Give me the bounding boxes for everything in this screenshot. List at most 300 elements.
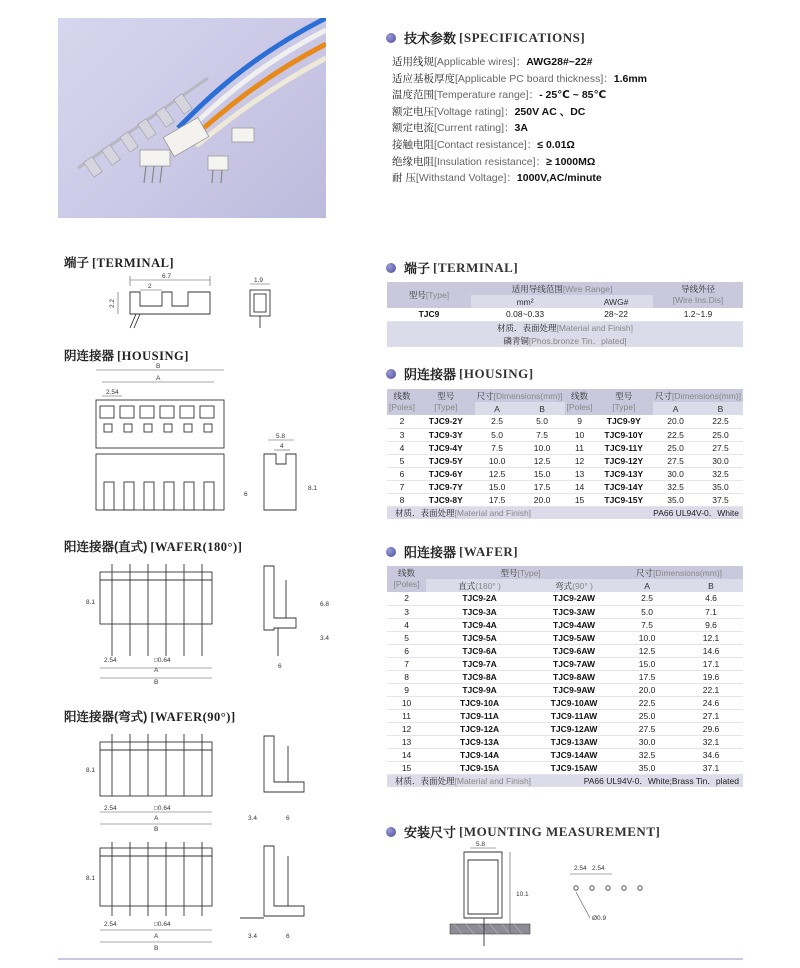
product-photo xyxy=(58,18,326,218)
cell-b2: 22.5 xyxy=(698,415,743,428)
spec-label-en: [Contact resistance]： xyxy=(434,138,538,151)
cell-r: TJC9-3AW xyxy=(533,605,615,618)
header-en: [Poles] xyxy=(389,402,415,412)
cell-s: TJC9-3A xyxy=(426,605,533,618)
col-header-dim xyxy=(475,389,565,402)
header-cn: 线数 xyxy=(398,568,416,578)
col-header-type xyxy=(387,282,471,308)
header-en: [Dimensions(mm)] xyxy=(672,390,741,401)
table-row xyxy=(387,428,743,441)
cell-t1: TJC9-4Y xyxy=(417,441,475,454)
material-label-cn: 材质．表面处理 xyxy=(395,507,455,518)
spec-heading xyxy=(386,28,585,47)
terminal-title-en: [TERMINAL] xyxy=(433,259,519,275)
col-header-poles xyxy=(387,566,426,592)
cell-b: 29.6 xyxy=(679,722,743,735)
cell-b: 4.6 xyxy=(679,592,743,605)
cell-a: 30.0 xyxy=(615,735,679,748)
col-header-b: B xyxy=(679,579,743,592)
material-label-en: [Material and Finish] xyxy=(556,322,634,333)
header-cn: 线数 xyxy=(393,391,411,401)
cell-p2: 13 xyxy=(565,467,595,480)
cell-s: TJC9-13A xyxy=(426,735,533,748)
header-cn: 型号 xyxy=(408,290,426,300)
cell-r: TJC9-10AW xyxy=(533,696,615,709)
header-en: [Type] xyxy=(612,402,636,412)
cell-p: 12 xyxy=(387,722,426,735)
cell-p: 9 xyxy=(387,683,426,696)
header-en: [Poles] xyxy=(393,579,420,589)
table-row xyxy=(387,735,743,748)
dim-label: 10.1 xyxy=(516,891,529,898)
cell-p1: 3 xyxy=(387,428,417,441)
material-label-en: [Material and Finish] xyxy=(454,507,532,518)
cell-a1: 2.5 xyxy=(475,415,520,428)
cell-r: TJC9-9AW xyxy=(533,683,615,696)
cell-a: 5.0 xyxy=(615,605,679,618)
dim-label: 6.7 xyxy=(162,273,172,280)
material-value-cn: 磷青铜 xyxy=(503,335,529,346)
col-header-b: B xyxy=(520,402,565,415)
header-cn: 型号 xyxy=(500,567,518,578)
cell-t1: TJC9-5Y xyxy=(417,454,475,467)
cell-t1: TJC9-6Y xyxy=(417,467,475,480)
cell-a: 32.5 xyxy=(615,748,679,761)
spec-value: 3A xyxy=(514,122,528,135)
col-header-type xyxy=(417,389,475,415)
cell-awg: 28~22 xyxy=(579,308,653,321)
cell-b: 17.1 xyxy=(679,657,743,670)
dim-label: 6.8 xyxy=(320,601,330,608)
cell-r: TJC9-12AW xyxy=(533,722,615,735)
cell-p2: 14 xyxy=(565,480,595,493)
table-row xyxy=(387,618,743,631)
cell-r: TJC9-14AW xyxy=(533,748,615,761)
wafer-title-cn: 阳连接器 xyxy=(404,545,457,560)
cell-a: 20.0 xyxy=(615,683,679,696)
cell-a2: 27.5 xyxy=(653,454,698,467)
header-en: [Poles] xyxy=(566,402,593,412)
table-row xyxy=(387,493,743,506)
cell-p1: 2 xyxy=(387,415,417,428)
cell-a: 10.0 xyxy=(615,631,679,644)
cell-t2: TJC9-10Y xyxy=(595,428,653,441)
cell-s: TJC9-5A xyxy=(426,631,533,644)
cell-p: 7 xyxy=(387,657,426,670)
header-en: [Type] xyxy=(517,567,541,578)
cell-b: 9.6 xyxy=(679,618,743,631)
dim-label: 3.4 xyxy=(320,635,330,642)
cell-p: 10 xyxy=(387,696,426,709)
wafer-title-en: [WAFER] xyxy=(459,543,519,559)
cell-b1: 17.5 xyxy=(520,480,565,493)
cell-a1: 10.0 xyxy=(475,454,520,467)
spec-row xyxy=(392,87,782,104)
header-cn: 型号 xyxy=(615,391,633,401)
dim-label: □0.64 xyxy=(154,657,171,664)
bullet-icon xyxy=(386,33,396,43)
wafer90-drawing-b xyxy=(64,840,344,952)
material-value-en: [Phos.bronze Tin．plated] xyxy=(528,335,627,346)
spec-label-cn: 接触电阻 xyxy=(392,138,434,151)
table-row xyxy=(387,696,743,709)
cell-b1: 12.5 xyxy=(520,454,565,467)
header-cn: 型号 xyxy=(437,391,455,401)
cell-a2: 32.5 xyxy=(653,480,698,493)
col-header-a: A xyxy=(475,402,520,415)
cell-b1: 20.0 xyxy=(520,493,565,506)
terminal-drawing xyxy=(100,272,340,337)
dim-label: Ø0.9 xyxy=(592,915,607,922)
cell-p: 5 xyxy=(387,631,426,644)
header-en: [Dimensions(mm)] xyxy=(653,567,723,578)
cell-p2: 15 xyxy=(565,493,595,506)
wafer180-drawing xyxy=(64,560,344,688)
cell-a2: 30.0 xyxy=(653,467,698,480)
wafer90-drawing-a xyxy=(64,732,344,832)
dim-label: 2.54 xyxy=(104,921,117,928)
mounting-drawing xyxy=(440,838,680,954)
dim-label: 2.54 xyxy=(592,865,605,872)
cell-b: 12.1 xyxy=(679,631,743,644)
dim-label: 8.1 xyxy=(308,485,318,492)
housing-table xyxy=(387,389,743,519)
cell-t2: TJC9-15Y xyxy=(595,493,653,506)
spec-label-en: [Current rating]： xyxy=(434,122,515,135)
bullet-icon xyxy=(386,547,396,557)
cell-b: 14.6 xyxy=(679,644,743,657)
dim-label: 6 xyxy=(286,933,290,940)
cell-s: TJC9-8A xyxy=(426,670,533,683)
cell-a: 22.5 xyxy=(615,696,679,709)
spec-label-en: [Voltage rating]： xyxy=(434,105,515,118)
cell-a1: 12.5 xyxy=(475,467,520,480)
cell-r: TJC9-2AW xyxy=(533,592,615,605)
cell-b: 19.6 xyxy=(679,670,743,683)
cell-type: TJC9 xyxy=(387,308,471,321)
cell-p2: 11 xyxy=(565,441,595,454)
col-header-range xyxy=(471,282,653,295)
cell-t2: TJC9-9Y xyxy=(595,415,653,428)
header-en: (90° ) xyxy=(572,580,594,591)
spec-value: ≥ 1000MΩ xyxy=(546,155,596,168)
bottom-rule xyxy=(58,958,743,960)
dim-label: B xyxy=(154,826,159,832)
col-header-straight xyxy=(426,579,533,592)
cell-p: 3 xyxy=(387,605,426,618)
spec-row xyxy=(392,170,782,187)
dim-label: A xyxy=(154,667,159,674)
heading-en: [WAFER(180°)] xyxy=(150,540,243,554)
dim-label: 2.54 xyxy=(104,657,117,664)
table-row xyxy=(387,592,743,605)
cell-r: TJC9-6AW xyxy=(533,644,615,657)
cell-dia: 1.2~1.9 xyxy=(653,308,743,321)
col-header-dim xyxy=(615,566,743,579)
col-header-poles xyxy=(387,389,417,415)
heading-cn: 阳连接器(直式) xyxy=(64,540,148,554)
table-row xyxy=(387,761,743,774)
bullet-icon xyxy=(386,263,396,273)
cell-s: TJC9-11A xyxy=(426,709,533,722)
cell-a2: 35.0 xyxy=(653,493,698,506)
dim-label: 4 xyxy=(280,443,284,450)
col-header-a-2: A xyxy=(653,402,698,415)
header-cn: 线数 xyxy=(571,391,589,401)
spec-label-cn: 适用线规 xyxy=(392,56,434,68)
dim-label: B xyxy=(156,363,161,370)
cell-t2: TJC9-12Y xyxy=(595,454,653,467)
cell-b2: 32.5 xyxy=(698,467,743,480)
material-value-row xyxy=(387,334,743,347)
cell-b: 7.1 xyxy=(679,605,743,618)
spec-row xyxy=(392,137,782,154)
cell-b1: 15.0 xyxy=(520,467,565,480)
terminal-heading xyxy=(386,258,518,277)
col-header-type xyxy=(426,566,615,579)
header-en: [Type] xyxy=(434,402,458,412)
cell-b: 22.1 xyxy=(679,683,743,696)
cell-a: 2.5 xyxy=(615,592,679,605)
cell-b: 27.1 xyxy=(679,709,743,722)
col-header-awg: AWG# xyxy=(579,295,653,308)
cell-s: TJC9-10A xyxy=(426,696,533,709)
material-value: PA66 UL94V-0．White;Brass Tin．plated xyxy=(533,774,743,787)
dim-label: 2.54 xyxy=(106,389,119,396)
cell-a: 35.0 xyxy=(615,761,679,774)
cell-a: 7.5 xyxy=(615,618,679,631)
cell-s: TJC9-2A xyxy=(426,592,533,605)
col-header-mm2: mm² xyxy=(471,295,579,308)
cell-s: TJC9-9A xyxy=(426,683,533,696)
cell-b2: 30.0 xyxy=(698,454,743,467)
spec-row xyxy=(392,120,782,137)
col-header-type-2 xyxy=(595,389,653,415)
heading-cn: 阳连接器(弯式) xyxy=(64,710,148,724)
cell-a: 27.5 xyxy=(615,722,679,735)
table-row xyxy=(387,415,743,428)
spec-value: ≤ 0.01Ω xyxy=(537,138,575,151)
header-en: [Wire Ins.Dis] xyxy=(672,295,724,305)
cell-a1: 7.5 xyxy=(475,441,520,454)
spec-label-cn: 绝缘电阻 xyxy=(392,155,434,168)
cell-t1: TJC9-8Y xyxy=(417,493,475,506)
spec-label-cn: 适应基板厚度 xyxy=(392,72,455,85)
spec-value: - 25℃ ~ 85℃ xyxy=(539,89,607,102)
cell-a1: 15.0 xyxy=(475,480,520,493)
cell-b1: 5.0 xyxy=(520,415,565,428)
cell-r: TJC9-5AW xyxy=(533,631,615,644)
spec-label-en: [Temperature range]： xyxy=(434,89,540,102)
spec-value: AWG28#~22# xyxy=(526,56,593,68)
cell-p1: 7 xyxy=(387,480,417,493)
header-en: [Type] xyxy=(425,290,450,300)
cell-p: 13 xyxy=(387,735,426,748)
dim-label: 5.8 xyxy=(476,841,486,848)
table-row xyxy=(387,709,743,722)
table-row xyxy=(387,605,743,618)
housing-drawing xyxy=(64,362,344,522)
dim-label: 2.2 xyxy=(109,298,116,308)
col-header-a: A xyxy=(615,579,679,592)
cell-r: TJC9-15AW xyxy=(533,761,615,774)
cell-a2: 25.0 xyxy=(653,441,698,454)
cell-a2: 22.5 xyxy=(653,428,698,441)
wafer180-drawing-heading xyxy=(64,537,242,555)
terminal-table xyxy=(387,282,743,347)
spec-row xyxy=(392,154,782,171)
col-header-b-2: B xyxy=(698,402,743,415)
header-cn: 尺寸 xyxy=(655,390,673,401)
material-label-en: [Material and Finish] xyxy=(454,775,532,786)
cell-p2: 12 xyxy=(565,454,595,467)
cell-s: TJC9-4A xyxy=(426,618,533,631)
cell-a: 15.0 xyxy=(615,657,679,670)
dim-label: 3.4 xyxy=(248,815,258,822)
cell-r: TJC9-8AW xyxy=(533,670,615,683)
table-row xyxy=(387,467,743,480)
header-en: (180° ) xyxy=(475,580,501,591)
spec-label-en: [Insulation resistance]： xyxy=(434,155,547,168)
cell-t2: TJC9-14Y xyxy=(595,480,653,493)
spec-label-cn: 额定电流 xyxy=(392,122,434,135)
product-photo-art xyxy=(58,18,326,218)
cell-b: 37.1 xyxy=(679,761,743,774)
mounting-title-cn: 安装尺寸 xyxy=(404,825,457,840)
table-row xyxy=(387,657,743,670)
cell-a: 17.5 xyxy=(615,670,679,683)
dim-label: B xyxy=(154,679,159,686)
cell-b2: 37.5 xyxy=(698,493,743,506)
col-header-dia xyxy=(653,282,743,308)
spec-title-cn: 技术参数 xyxy=(404,31,457,46)
dim-label: 3.4 xyxy=(248,933,258,940)
spec-title-en: [SPECIFICATIONS] xyxy=(459,29,586,45)
header-cn: 适用导线范围 xyxy=(511,283,563,294)
cell-a: 12.5 xyxy=(615,644,679,657)
housing-heading xyxy=(386,364,534,383)
dim-label: 6 xyxy=(244,491,248,498)
table-row xyxy=(387,308,743,321)
cell-p1: 6 xyxy=(387,467,417,480)
spec-value: 250V AC 、DC xyxy=(514,105,586,118)
spec-row xyxy=(392,71,782,88)
cell-b1: 7.5 xyxy=(520,428,565,441)
material-row xyxy=(387,321,743,334)
cell-p1: 4 xyxy=(387,441,417,454)
heading-en: [WAFER(90°)] xyxy=(150,710,236,724)
spec-row xyxy=(392,54,782,71)
wafer-table xyxy=(387,566,743,787)
table-row xyxy=(387,670,743,683)
table-row xyxy=(387,480,743,493)
material-row xyxy=(387,774,743,787)
col-header-dim-2 xyxy=(653,389,743,402)
spec-label-en: [Applicable PC board thickness]： xyxy=(455,72,614,85)
header-en: [Wire Range] xyxy=(562,283,613,294)
bullet-icon xyxy=(386,369,396,379)
spec-value: 1000V,AC/minute xyxy=(516,172,602,185)
wafer90-drawing-heading xyxy=(64,707,236,725)
cell-a1: 5.0 xyxy=(475,428,520,441)
cell-s: TJC9-6A xyxy=(426,644,533,657)
col-header-bent xyxy=(533,579,615,592)
cell-p: 11 xyxy=(387,709,426,722)
table-row xyxy=(387,683,743,696)
material-label-cn: 材质．表面处理 xyxy=(496,322,557,333)
table-row xyxy=(387,631,743,644)
wafer-heading xyxy=(386,542,518,561)
dim-label: 8.1 xyxy=(86,767,96,774)
dim-label: 6 xyxy=(286,815,290,822)
spec-label-en: [Applicable wires]： xyxy=(434,56,527,68)
cell-b2: 27.5 xyxy=(698,441,743,454)
col-header-poles-2 xyxy=(565,389,595,415)
dim-label: 8.1 xyxy=(86,599,96,606)
cell-p1: 5 xyxy=(387,454,417,467)
header-cn: 尺寸 xyxy=(476,390,494,401)
material-value: PA66 UL94V-0．White xyxy=(595,506,743,519)
header-cn: 导线外径 xyxy=(680,284,715,294)
material-row xyxy=(387,506,743,519)
cell-r: TJC9-13AW xyxy=(533,735,615,748)
cell-p: 14 xyxy=(387,748,426,761)
housing-title-en: [HOUSING] xyxy=(459,365,534,381)
terminal-drawing-heading xyxy=(64,253,174,271)
cell-b: 32.1 xyxy=(679,735,743,748)
heading-cn: 阴连接器 xyxy=(64,349,115,363)
dim-label: □0.64 xyxy=(154,921,171,928)
spec-label-cn: 额定电压 xyxy=(392,105,434,118)
cell-p: 6 xyxy=(387,644,426,657)
dim-label: 2.54 xyxy=(574,865,587,872)
housing-title-cn: 阴连接器 xyxy=(404,367,457,382)
cell-b1: 10.0 xyxy=(520,441,565,454)
cell-s: TJC9-14A xyxy=(426,748,533,761)
spec-row xyxy=(392,104,782,121)
header-cn: 直式 xyxy=(458,580,476,591)
spec-label-en: [Withstand Voltage]： xyxy=(415,172,517,185)
cell-s: TJC9-12A xyxy=(426,722,533,735)
dim-label: □0.64 xyxy=(154,805,171,812)
dim-label: 6 xyxy=(278,663,282,670)
header-en: [Dimensions(mm)] xyxy=(493,390,563,401)
cell-t1: TJC9-7Y xyxy=(417,480,475,493)
table-row xyxy=(387,441,743,454)
header-cn: 弯式 xyxy=(555,580,573,591)
cell-mm2: 0.08~0.33 xyxy=(471,308,579,321)
cell-r: TJC9-11AW xyxy=(533,709,615,722)
cell-p: 4 xyxy=(387,618,426,631)
cell-p: 2 xyxy=(387,592,426,605)
heading-en: [TERMINAL] xyxy=(92,256,175,270)
material-label-cn: 材质．表面处理 xyxy=(395,775,455,786)
cell-a2: 20.0 xyxy=(653,415,698,428)
dim-label: A xyxy=(156,375,161,382)
heading-cn: 端子 xyxy=(64,256,90,270)
cell-p2: 10 xyxy=(565,428,595,441)
cell-b: 24.6 xyxy=(679,696,743,709)
dim-label: A xyxy=(154,933,159,940)
cell-a: 25.0 xyxy=(615,709,679,722)
heading-en: [HOUSING] xyxy=(117,349,189,363)
dim-label: 1.9 xyxy=(254,277,264,284)
spec-label-cn: 耐 压 xyxy=(392,172,416,185)
dim-label: 2.54 xyxy=(104,805,117,812)
spec-list xyxy=(392,54,782,187)
dim-label: B xyxy=(154,945,159,952)
table-row xyxy=(387,722,743,735)
